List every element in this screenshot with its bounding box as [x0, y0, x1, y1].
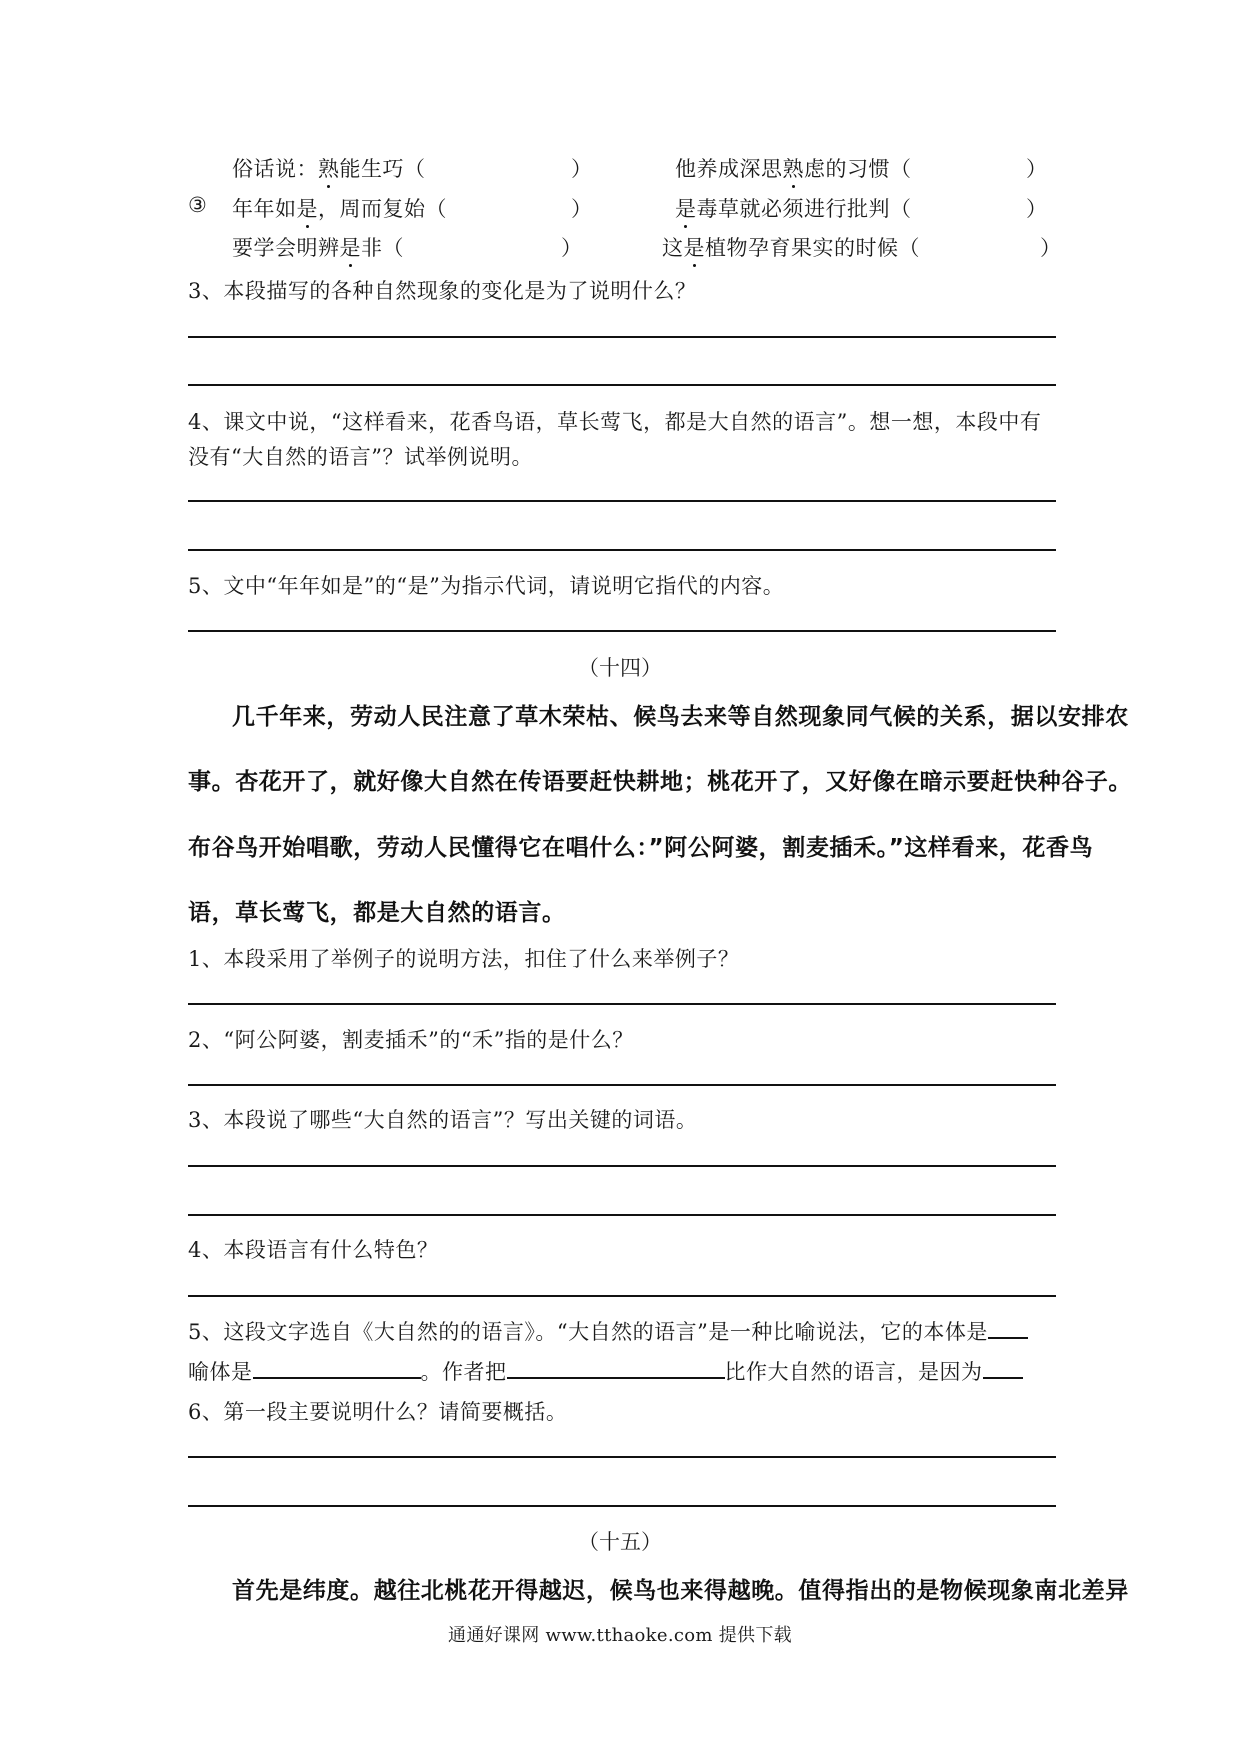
footer-credit: 通通好课网 www.tthaoke.com 提供下载 [448, 1625, 792, 1646]
answer-paren-close: ） [571, 197, 593, 221]
answer-line[interactable] [188, 1165, 1056, 1167]
row-text: 要学会明辨 [232, 236, 340, 260]
fill-blank[interactable] [253, 1359, 421, 1379]
dotted-char: 是 [683, 236, 705, 260]
exercise-row-1-left [232, 153, 426, 183]
dotted-char: 是 [675, 197, 697, 221]
dotted-char: 是 [296, 197, 318, 221]
answer-paren-close: ） [571, 157, 593, 181]
answer-line[interactable] [188, 1505, 1056, 1507]
dotted-char: 熟 [782, 157, 804, 181]
answer-line[interactable] [188, 384, 1056, 386]
question-text: 喻体是 [188, 1360, 253, 1384]
passage-line-4: 语，草长莺飞，都是大自然的语言。 [188, 900, 566, 926]
row-text: ，周而复始（ [318, 197, 447, 221]
row-text: 这 [662, 236, 684, 260]
passage-line-2: 事。杏花开了，就好像大自然在传语要赶快耕地；桃花开了，又好像在暗示要赶快种谷子。 [188, 769, 1132, 795]
answer-paren-close: ） [561, 236, 583, 260]
section14-question-1: 1、本段采用了举例子的说明方法，扣住了什么来举例子？ [188, 947, 740, 971]
answer-line[interactable] [188, 1456, 1056, 1458]
row-text: 虑的习惯（ [804, 157, 912, 181]
answer-line[interactable] [188, 336, 1056, 338]
row-text: 能生巧（ [339, 157, 426, 181]
dotted-char: 熟 [318, 157, 340, 181]
answer-line[interactable] [188, 1295, 1056, 1297]
row-text: 他养成深思 [675, 157, 783, 181]
question-text: 比作大自然的语言，是因为 [724, 1360, 983, 1384]
passage-line-3: 布谷鸟开始唱歌，劳动人民懂得它在唱什么：”阿公阿婆，割麦插禾。”这样看来，花香鸟 [188, 835, 1094, 861]
section14-question-4: 4、本段语言有什么特色？ [188, 1238, 439, 1262]
exercise-row-1-right [675, 153, 912, 183]
exercise-row-2-left [232, 193, 447, 223]
question-text: 。作者把 [420, 1360, 507, 1384]
section14-question-5-line-2 [188, 1356, 1023, 1386]
row-text: 非（ [361, 236, 404, 260]
question-4-line-2: 没有“大自然的语言”？试举例说明。 [188, 445, 533, 469]
section14-question-2: 2、“阿公阿婆，割麦插禾”的“禾”指的是什么？ [188, 1028, 634, 1052]
answer-paren-close: ） [1040, 236, 1062, 260]
answer-line[interactable] [188, 500, 1056, 502]
answer-line[interactable] [188, 630, 1056, 632]
exercise-marker: ③ [188, 193, 208, 217]
dotted-char: 是 [339, 236, 361, 260]
question-text: 5、这段文字选自《大自然的的语言》。“大自然的语言”是一种比喻说法，它的本体是 [188, 1320, 988, 1344]
exercise-row-3-left [232, 232, 404, 262]
question-5: 5、文中“年年如是”的“是”为指示代词，请说明它指代的内容。 [188, 574, 785, 598]
answer-paren-close: ） [1026, 157, 1048, 181]
fill-blank[interactable] [507, 1359, 725, 1379]
question-4-line-1: 4、课文中说，“这样看来，花香鸟语，草长莺飞，都是大自然的语言”。想一想，本段中有 [188, 410, 1042, 434]
row-text: 年年如 [232, 197, 297, 221]
answer-paren-close: ） [1026, 197, 1048, 221]
section-title-15: （十五） [578, 1530, 662, 1554]
row-text: 俗话说： [232, 157, 318, 181]
section14-question-5-line-1 [188, 1316, 1028, 1346]
exercise-row-2-right [675, 193, 912, 223]
row-text: 植物孕育果实的时候（ [705, 236, 920, 260]
fill-blank[interactable] [983, 1359, 1023, 1379]
answer-line[interactable] [188, 549, 1056, 551]
fill-blank[interactable] [988, 1319, 1028, 1339]
section14-question-3: 3、本段说了哪些“大自然的语言”？写出关键的词语。 [188, 1108, 698, 1132]
answer-line[interactable] [188, 1214, 1056, 1216]
section-title-14: （十四） [578, 656, 662, 680]
row-text: 毒草就必须进行批判（ [696, 197, 912, 221]
answer-line[interactable] [188, 1003, 1056, 1005]
passage-15-line-1: 首先是纬度。越往北桃花开得越迟，候鸟也来得越晚。值得指出的是物候现象南北差异 [232, 1578, 1129, 1604]
section14-question-6: 6、第一段主要说明什么？请简要概括。 [188, 1400, 568, 1424]
answer-line[interactable] [188, 1084, 1056, 1086]
exercise-row-3-right [662, 232, 920, 262]
question-3: 3、本段描写的各种自然现象的变化是为了说明什么？ [188, 279, 697, 303]
passage-line-1: 几千年来，劳动人民注意了草木荣枯、候鸟去来等自然现象同气候的关系，据以安排农 [232, 704, 1129, 730]
